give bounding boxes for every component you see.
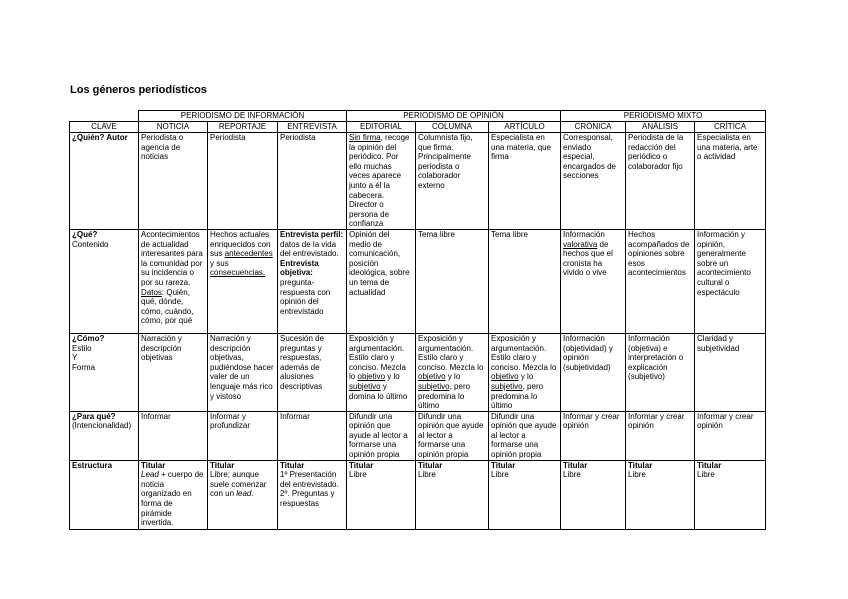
cell-text: 1º Presentación del entrevistado. 2º. Preguntas y respuestas [280,470,339,509]
table-cell: Periodista de la redacción del periódico o colaborador fijo [626,133,695,230]
cell-text: y lo [385,372,400,382]
cell-text: pregunta-respuesta con opinión del entrevistado [280,277,331,316]
key-label: Estructura [72,460,113,470]
cell-text: Exposición y argumentación. Estilo claro y conciso. Mezcla lo [349,333,406,382]
key-label: ¿Cómo? [72,333,105,343]
table-cell: Sucesión de preguntas y respuestas, además de alusiones descriptivas [278,333,347,411]
table-cell [278,229,347,333]
group-header-row [70,111,766,122]
bold-text: Titular [141,460,166,470]
table-cell: Opinión del medio de comunicación, posición ideológica, sobre un tema de actualidad [347,229,416,333]
table-cell [489,460,561,529]
table-cell: Tema libre [489,229,561,333]
table-row-como [70,333,766,411]
underlined-text: subjetivo [491,381,523,391]
table-cell [347,133,416,230]
genres-table [69,110,766,530]
table-cell: Periodista o agencia de noticias [139,133,208,230]
col-articulo: ARTÍCULO [489,122,561,133]
table-cell [695,460,766,529]
cell-text: Exposición y argumentación. Estilo claro y conciso. Mezcla lo [418,333,484,372]
cell-text: , recoge la opinión del periódico. Por ello muchas veces aparece junto a él la cabecera. Director o persona de confianza [349,133,410,229]
table-cell: Especialista en una materia, que firma [489,133,561,230]
underlined-text: subjetivo [349,381,381,391]
col-clave: CLAVE [70,122,139,133]
table-cell: Difundir una opinión que ayude al lector a formarse una opinión propia [347,411,416,460]
table-cell [626,460,695,529]
table-cell [561,460,626,529]
bold-text: Titular [418,460,443,470]
col-editorial: EDITORIAL [347,122,416,133]
table-cell [278,460,347,529]
col-analisis: ANÁLISIS [626,122,695,133]
key-label: ¿Quién? Autor [72,133,128,142]
underlined-text: Sin firma [349,133,381,142]
row-key [70,133,139,230]
cell-text: Libre [491,470,509,480]
column-header-row [70,122,766,133]
key-sublabel: Forma [72,362,96,372]
key-sublabel: Y [72,353,78,363]
table-cell: Tema libre [416,229,489,333]
underlined-text: consecuencias. [210,268,266,278]
cell-text: datos de la vida del entrevistado. [280,239,339,259]
page-title: Los géneros periodísticos [70,84,207,96]
cell-text: , pero predomina lo último [418,381,471,411]
col-reportaje: REPORTAJE [208,122,278,133]
empty-corner [70,111,139,122]
table-cell: Información y opinión, generalmente sobre un acontecimiento cultural o espectáculo [695,229,766,333]
table-cell: Periodista [278,133,347,230]
cell-text: Información [563,229,605,239]
bold-text: Titular [563,460,588,470]
cell-text: . [251,489,254,499]
key-sublabel: (Intencionalidad) [72,421,132,431]
group-mixto: PERIODISMO MIXTO [561,111,766,122]
table-cell [347,460,416,529]
table-cell: Narración y descripción objetivas, pudiéndose hacer valer de un lenguaje más rico y vistoso [208,333,278,411]
cell-text: Libre [418,470,436,480]
bold-text: Titular [697,460,722,470]
table-cell [208,460,278,529]
cell-text: , pero predomina lo último [491,381,544,411]
group-opinion: PERIODISMO DE OPINIÓN [347,111,561,122]
table-row-estructura [70,460,766,529]
table-cell: Informar [278,411,347,460]
table-cell: Difundir una opinión que ayude al lector a formarse una opinión propia [416,411,489,460]
table-cell [561,229,626,333]
cell-text: Libre [697,470,715,480]
cell-text: Hechos actuales enriquecidos con sus [210,229,271,259]
table-cell [208,229,278,333]
underlined-text: Datos [141,287,162,297]
bold-text: Titular [280,460,305,470]
key-sublabel: Contenido [72,239,109,249]
cell-text: y domina lo último [349,381,408,401]
table-cell: Especialista en una materia, arte o actividad [695,133,766,230]
bold-text: Titular [210,460,235,470]
underlined-text: subjetivo [418,381,450,391]
cell-text: Libre [349,470,367,480]
italic-text: lead [236,489,252,499]
key-label: ¿Qué? [72,229,98,239]
table-cell: Información (objetividad) y opinión (subjetividad) [561,333,626,411]
table-cell [416,333,489,411]
table-cell [416,460,489,529]
bold-text: Titular [628,460,653,470]
underlined-text: objetivo [491,372,519,382]
bold-text: Entrevista perfil: [280,229,344,239]
group-informacion: PERIODISMO DE INFORMACIÓN [139,111,347,122]
table-cell: Información (objetiva) e interpretación o explicación (subjetivo) [626,333,695,411]
table-cell [489,333,561,411]
table-cell: Informar y crear opinión [626,411,695,460]
row-key [70,460,139,529]
cell-text: Acontecimientos de actualidad interesantes para la comunidad por su incidencia o por su rareza. [141,229,203,287]
row-key [70,411,139,460]
table-cell: Hechos acompañados de opiniones sobre esos acontecimientos [626,229,695,333]
col-cronica: CRÓNICA [561,122,626,133]
table-cell: Periodista [208,133,278,230]
cell-text: Libre [628,470,646,480]
cell-text: y lo [518,372,534,382]
table-row-quien [70,133,766,230]
table-row-que [70,229,766,333]
cell-text: Exposición y argumentación. Estilo claro y conciso. Mezcla lo [491,333,557,372]
table-cell: Columnista fijo, que firma. Principalmente periodista o colaborador externo [416,133,489,230]
table-cell: Claridad y subjetividad [695,333,766,411]
row-key [70,333,139,411]
underlined-text: valorativa [563,239,598,249]
cell-text: de hechos que el cronista ha vivido o vive [563,239,613,278]
key-label: ¿Para qué? [72,411,116,421]
table-cell: Informar y profundizar [208,411,278,460]
col-critica: CRÍTICA [695,122,766,133]
cell-text: Libre; aunque suele comenzar con un [210,470,267,499]
underlined-text: objetivo [418,372,446,382]
col-entrevista: ENTREVISTA [278,122,347,133]
table-cell: Corresponsal, enviado especial, encargados de secciones [561,133,626,230]
italic-text: Lead [141,470,159,480]
table-cell [139,460,208,529]
table-cell [139,229,208,333]
bold-text: Entrevista objetiva: [280,258,319,278]
bold-text: Titular [349,460,374,470]
row-key [70,229,139,333]
bold-text: Titular [491,460,516,470]
cell-text: y sus [210,258,229,268]
key-sublabel: Estilo [72,343,92,353]
cell-text: : Quién, qué, dónde, cómo, cuándo, cómo, por qué [141,287,194,326]
table-cell: Informar y crear opinión [561,411,626,460]
cell-text: Libre [563,470,581,480]
cell-text: + cuerpo de noticia organizado en forma de pirámide invertida. [141,470,204,528]
underlined-text: antecedentes [224,249,273,259]
table-cell [347,333,416,411]
underlined-text: objetivo [357,372,386,382]
table-cell: Informar y crear opinión [695,411,766,460]
cell-text: y lo [445,372,461,382]
table-cell: Narración y descripción objetivas [139,333,208,411]
col-noticia: NOTICIA [139,122,208,133]
table-cell: Informar [139,411,208,460]
table-cell: Difundir una opinión que ayude al lector a formarse una opinión propia [489,411,561,460]
col-columna: COLUMNA [416,122,489,133]
table-row-para-que [70,411,766,460]
